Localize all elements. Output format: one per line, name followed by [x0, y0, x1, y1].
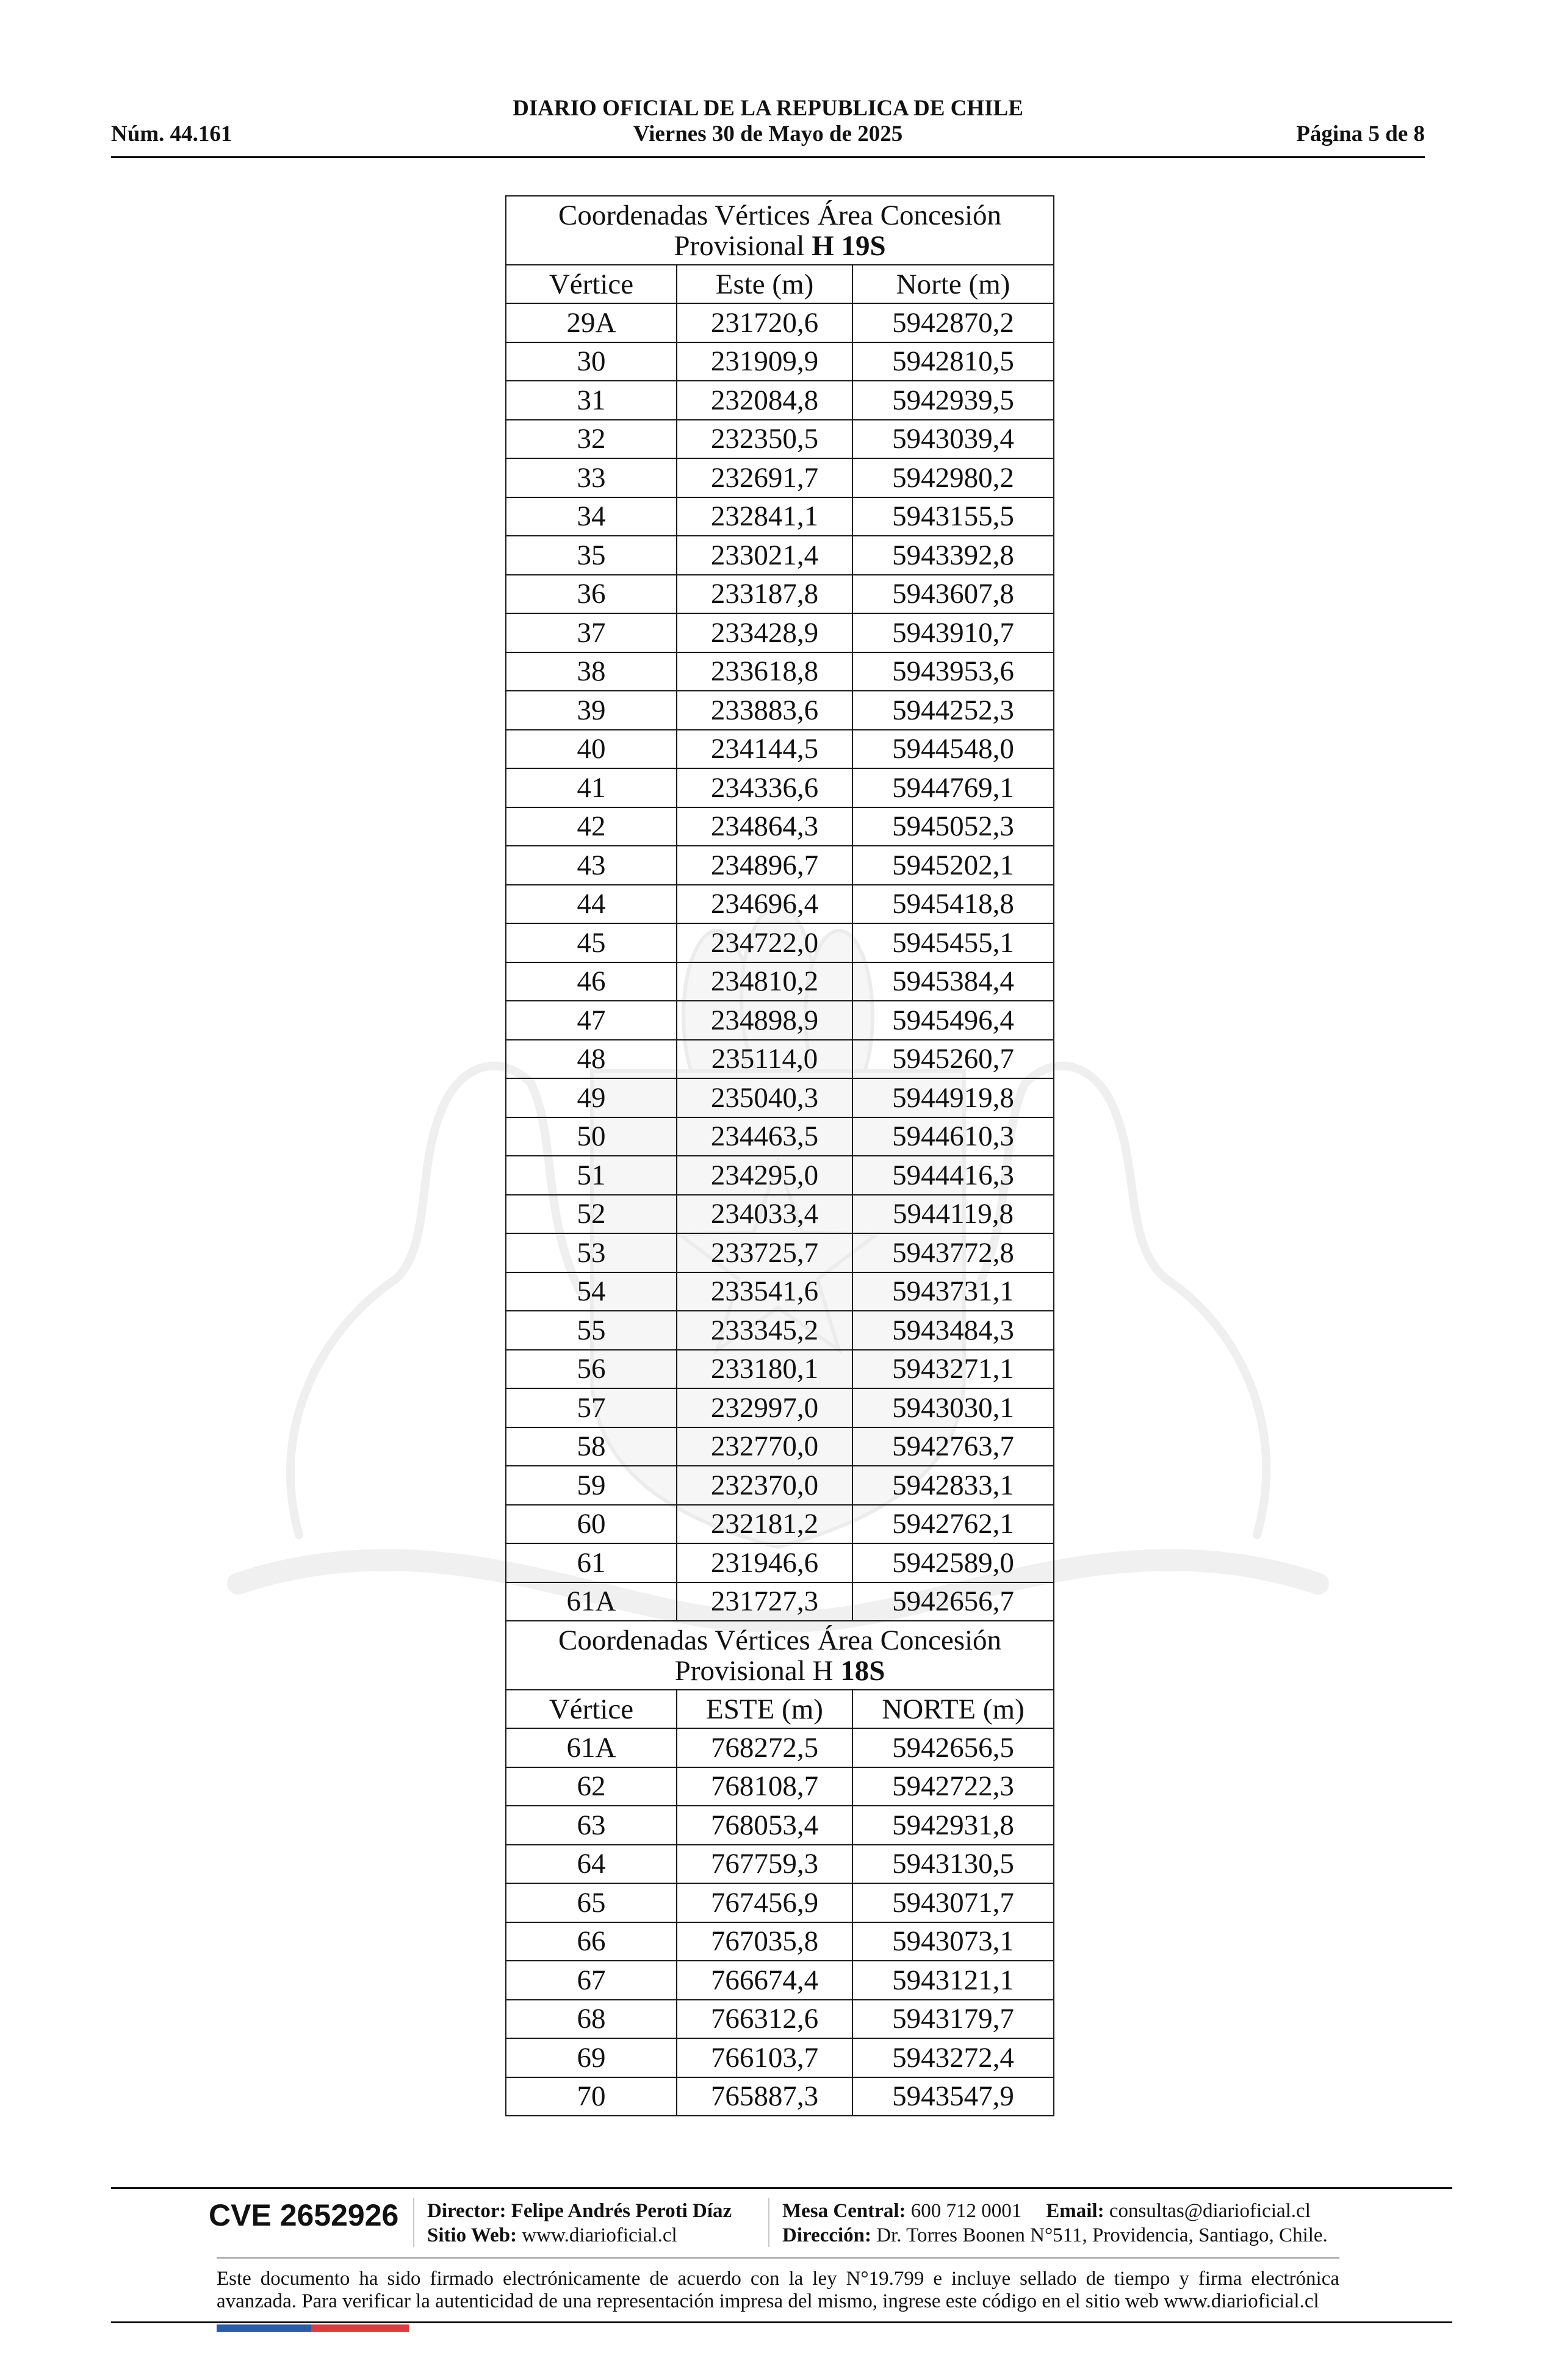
north-coordinate-cell: 5943607,8	[852, 575, 1054, 614]
contact-line	[782, 2199, 1328, 2223]
north-coordinate-cell: 5944416,3	[852, 1156, 1054, 1195]
coordinate-row	[506, 2000, 1054, 2039]
vertex-cell: 39	[506, 691, 677, 730]
vertex-cell: 50	[506, 1117, 677, 1156]
flag-stripe-red	[311, 2324, 409, 2332]
coordinate-row	[506, 1040, 1054, 1079]
coordinate-row	[506, 1427, 1054, 1466]
column-header-row	[506, 265, 1054, 303]
east-coordinate-cell: 766312,6	[677, 2000, 852, 2039]
north-coordinate-cell: 5944769,1	[852, 768, 1054, 807]
coordinate-row	[506, 1582, 1054, 1621]
north-coordinate-cell: 5943392,8	[852, 536, 1054, 575]
north-coordinate-cell: 5945418,8	[852, 885, 1054, 924]
vertex-cell: 63	[506, 1806, 677, 1845]
column-header-row	[506, 1690, 1054, 1728]
coordinate-row	[506, 730, 1054, 769]
north-coordinate-cell: 5942762,1	[852, 1505, 1054, 1544]
north-coordinate-cell: 5943953,6	[852, 652, 1054, 691]
north-coordinate-cell: 5943484,3	[852, 1311, 1054, 1350]
coordinate-row	[506, 768, 1054, 807]
director-name: Felipe Andrés Peroti Díaz	[511, 2200, 732, 2222]
page-header	[111, 0, 1425, 160]
north-coordinate-cell: 5943271,1	[852, 1350, 1054, 1389]
website-link: www.diarioficial.cl	[522, 2224, 677, 2246]
vertex-cell: 53	[506, 1233, 677, 1272]
table-title-line2	[506, 231, 1053, 261]
column-header-north: NORTE (m)	[852, 1690, 1054, 1728]
vertex-cell: 65	[506, 1883, 677, 1922]
vertex-cell: 32	[506, 420, 677, 459]
north-coordinate-cell: 5944919,8	[852, 1078, 1054, 1117]
coordinate-row	[506, 923, 1054, 962]
vertex-cell: 49	[506, 1078, 677, 1117]
vertex-cell: 48	[506, 1040, 677, 1079]
east-coordinate-cell: 767456,9	[677, 1883, 852, 1922]
east-coordinate-cell: 234696,4	[677, 885, 852, 924]
table-title-prefix: Provisional H	[674, 1654, 834, 1687]
table-title	[506, 1621, 1054, 1690]
table-title	[506, 196, 1054, 265]
coordinate-row	[506, 1466, 1054, 1505]
north-coordinate-cell: 5944610,3	[852, 1117, 1054, 1156]
director-line	[427, 2199, 732, 2223]
footer-divider	[111, 2187, 1452, 2189]
east-coordinate-cell: 232770,0	[677, 1427, 852, 1466]
east-coordinate-cell: 232181,2	[677, 1505, 852, 1544]
vertex-cell: 61A	[506, 1728, 677, 1767]
east-coordinate-cell: 234864,3	[677, 807, 852, 846]
director-block	[427, 2199, 732, 2248]
vertex-cell: 61	[506, 1543, 677, 1582]
coordinate-row	[506, 342, 1054, 381]
north-coordinate-cell: 5943071,7	[852, 1883, 1054, 1922]
east-coordinate-cell: 233345,2	[677, 1311, 852, 1350]
east-coordinate-cell: 233541,6	[677, 1272, 852, 1311]
table-title-line2	[506, 1656, 1053, 1686]
coordinate-row	[506, 1156, 1054, 1195]
north-coordinate-cell: 5943179,7	[852, 2000, 1054, 2039]
vertex-cell: 61A	[506, 1582, 677, 1621]
north-coordinate-cell: 5943910,7	[852, 613, 1054, 652]
coordinate-row	[506, 1001, 1054, 1040]
cve-code: CVE 2652926	[209, 2198, 399, 2232]
vertex-cell: 45	[506, 923, 677, 962]
north-coordinate-cell: 5942589,0	[852, 1543, 1054, 1582]
signature-notice-line1: Este documento ha sido firmado electrónicamente de acuerdo con la ley N°19.799 e incluye sellado de tiempo y firma electrónica	[217, 2268, 1339, 2290]
east-coordinate-cell: 233021,4	[677, 536, 852, 575]
north-coordinate-cell: 5942833,1	[852, 1466, 1054, 1505]
publication-date: Viernes 30 de Mayo de 2025	[633, 121, 903, 146]
north-coordinate-cell: 5945052,3	[852, 807, 1054, 846]
east-coordinate-cell: 767035,8	[677, 1922, 852, 1961]
north-coordinate-cell: 5945202,1	[852, 846, 1054, 885]
vertex-cell: 56	[506, 1350, 677, 1389]
coordinate-row	[506, 1350, 1054, 1389]
column-header-vertex: Vértice	[506, 1690, 677, 1728]
column-header-east: ESTE (m)	[677, 1690, 852, 1728]
column-header-vertex: Vértice	[506, 265, 677, 303]
east-coordinate-cell: 232997,0	[677, 1388, 852, 1427]
east-coordinate-cell: 234033,4	[677, 1195, 852, 1234]
east-coordinate-cell: 232350,5	[677, 420, 852, 459]
east-coordinate-cell: 767759,3	[677, 1845, 852, 1884]
coordinate-row	[506, 1078, 1054, 1117]
north-coordinate-cell: 5943772,8	[852, 1233, 1054, 1272]
east-coordinate-cell: 234898,9	[677, 1001, 852, 1040]
coordinate-row	[506, 303, 1054, 342]
east-coordinate-cell: 234144,5	[677, 730, 852, 769]
north-coordinate-cell: 5943731,1	[852, 1272, 1054, 1311]
vertex-cell: 51	[506, 1156, 677, 1195]
east-coordinate-cell: 232370,0	[677, 1466, 852, 1505]
vertex-cell: 35	[506, 536, 677, 575]
coordinate-row	[506, 1311, 1054, 1350]
north-coordinate-cell: 5943130,5	[852, 1845, 1054, 1884]
east-coordinate-cell: 768272,5	[677, 1728, 852, 1767]
zone-18s-table-header	[506, 1621, 1054, 1728]
vertex-cell: 31	[506, 381, 677, 420]
east-coordinate-cell: 231720,6	[677, 303, 852, 342]
coordinate-row	[506, 1922, 1054, 1961]
north-coordinate-cell: 5943030,1	[852, 1388, 1054, 1427]
issue-number: Núm. 44.161	[111, 121, 232, 146]
table-title-prefix: Provisional	[674, 229, 805, 262]
vertex-cell: 54	[506, 1272, 677, 1311]
flag-stripe-blue	[217, 2324, 311, 2332]
page-indicator: Página 5 de 8	[1296, 121, 1425, 146]
vertex-cell: 62	[506, 1767, 677, 1806]
vertex-cell: 37	[506, 613, 677, 652]
coordinate-row	[506, 497, 1054, 536]
east-coordinate-cell: 234722,0	[677, 923, 852, 962]
coordinate-row	[506, 575, 1054, 614]
north-coordinate-cell: 5942980,2	[852, 458, 1054, 497]
east-coordinate-cell: 233725,7	[677, 1233, 852, 1272]
footer-thin-divider	[217, 2257, 1339, 2259]
north-coordinate-cell: 5942722,3	[852, 1767, 1054, 1806]
east-coordinate-cell: 768108,7	[677, 1767, 852, 1806]
east-coordinate-cell: 234336,6	[677, 768, 852, 807]
vertex-cell: 44	[506, 885, 677, 924]
vertex-cell: 43	[506, 846, 677, 885]
north-coordinate-cell: 5942939,5	[852, 381, 1054, 420]
coordinate-row	[506, 1806, 1054, 1845]
vertex-cell: 66	[506, 1922, 677, 1961]
north-coordinate-cell: 5943272,4	[852, 2038, 1054, 2077]
coordinate-row	[506, 420, 1054, 459]
zone-18s-rows	[506, 1728, 1054, 2116]
east-coordinate-cell: 231946,6	[677, 1543, 852, 1582]
east-coordinate-cell: 232084,8	[677, 381, 852, 420]
zone-label: 18S	[840, 1654, 885, 1687]
east-coordinate-cell: 235040,3	[677, 1078, 852, 1117]
email-address: consultas@diarioficial.cl	[1109, 2200, 1311, 2222]
coordinate-row	[506, 807, 1054, 846]
coordinate-row	[506, 1117, 1054, 1156]
vertex-cell: 67	[506, 1961, 677, 2000]
east-coordinate-cell: 765887,3	[677, 2077, 852, 2116]
zone-19s-table-header	[506, 196, 1054, 303]
east-coordinate-cell: 768053,4	[677, 1806, 852, 1845]
east-coordinate-cell: 232841,1	[677, 497, 852, 536]
east-coordinate-cell: 234463,5	[677, 1117, 852, 1156]
coordinate-row	[506, 1388, 1054, 1427]
east-coordinate-cell: 233618,8	[677, 652, 852, 691]
vertex-cell: 36	[506, 575, 677, 614]
north-coordinate-cell: 5944252,3	[852, 691, 1054, 730]
east-coordinate-cell: 231727,3	[677, 1582, 852, 1621]
north-coordinate-cell: 5944119,8	[852, 1195, 1054, 1234]
north-coordinate-cell: 5945384,4	[852, 962, 1054, 1001]
east-coordinate-cell: 766674,4	[677, 1961, 852, 2000]
address-line	[782, 2223, 1328, 2248]
coordinate-row	[506, 846, 1054, 885]
north-coordinate-cell: 5942810,5	[852, 342, 1054, 381]
east-coordinate-cell: 234896,7	[677, 846, 852, 885]
north-coordinate-cell: 5942763,7	[852, 1427, 1054, 1466]
website-line	[427, 2223, 732, 2248]
contact-block	[782, 2199, 1328, 2248]
east-coordinate-cell: 231909,9	[677, 342, 852, 381]
table-title-row	[506, 1621, 1054, 1690]
east-coordinate-cell: 234810,2	[677, 962, 852, 1001]
coordinate-row	[506, 1272, 1054, 1311]
coordinate-row	[506, 2077, 1054, 2116]
vertex-cell: 34	[506, 497, 677, 536]
east-coordinate-cell: 232691,7	[677, 458, 852, 497]
east-coordinate-cell: 233428,9	[677, 613, 852, 652]
north-coordinate-cell: 5942931,8	[852, 1806, 1054, 1845]
email-label: Email:	[1046, 2200, 1104, 2222]
zone-19s-rows	[506, 303, 1054, 1621]
footer-separator	[768, 2198, 769, 2247]
north-coordinate-cell: 5945496,4	[852, 1001, 1054, 1040]
address-label: Dirección:	[782, 2224, 872, 2246]
coordinate-row	[506, 885, 1054, 924]
coordinate-row	[506, 962, 1054, 1001]
coordinate-row	[506, 2038, 1054, 2077]
footer-bottom-divider	[111, 2321, 1452, 2323]
vertex-coordinates-table	[505, 195, 1054, 2116]
table-title-line1: Coordenadas Vértices Área Concesión	[558, 1624, 1002, 1656]
north-coordinate-cell: 5943155,5	[852, 497, 1054, 536]
vertex-cell: 57	[506, 1388, 677, 1427]
vertex-cell: 42	[506, 807, 677, 846]
east-coordinate-cell: 235114,0	[677, 1040, 852, 1079]
north-coordinate-cell: 5943547,9	[852, 2077, 1054, 2116]
column-header-north: Norte (m)	[852, 265, 1054, 303]
vertex-cell: 40	[506, 730, 677, 769]
table-title-line1: Coordenadas Vértices Área Concesión	[558, 199, 1002, 231]
coordinate-row	[506, 1961, 1054, 2000]
address-text: Dr. Torres Boonen N°511, Providencia, Santiago, Chile.	[876, 2224, 1328, 2246]
vertex-cell: 33	[506, 458, 677, 497]
zone-label: H 19S	[812, 229, 886, 262]
coordinate-row	[506, 1845, 1054, 1884]
vertex-cell: 59	[506, 1466, 677, 1505]
north-coordinate-cell: 5942656,7	[852, 1582, 1054, 1621]
north-coordinate-cell: 5945260,7	[852, 1040, 1054, 1079]
vertex-cell: 29A	[506, 303, 677, 342]
vertex-cell: 69	[506, 2038, 677, 2077]
coordinate-row	[506, 652, 1054, 691]
coordinate-row	[506, 691, 1054, 730]
vertex-cell: 47	[506, 1001, 677, 1040]
north-coordinate-cell: 5943039,4	[852, 420, 1054, 459]
column-header-east: Este (m)	[677, 265, 852, 303]
vertex-cell: 58	[506, 1427, 677, 1466]
publication-title: DIARIO OFICIAL DE LA REPUBLICA DE CHILE	[513, 96, 1023, 121]
vertex-cell: 70	[506, 2077, 677, 2116]
coordinate-row	[506, 536, 1054, 575]
vertex-cell: 55	[506, 1311, 677, 1350]
vertex-cell: 46	[506, 962, 677, 1001]
coordinate-row	[506, 1728, 1054, 1767]
vertex-cell: 60	[506, 1505, 677, 1544]
coordinate-row	[506, 1233, 1054, 1272]
signature-notice-line2: avanzada. Para verificar la autenticidad de una representación impresa del mismo, ingrese este código en el sitio web www.diarioficial.cl	[217, 2290, 1319, 2312]
vertex-cell: 68	[506, 2000, 677, 2039]
website-label: Sitio Web:	[427, 2224, 517, 2246]
phone-number: 600 712 0001	[910, 2200, 1022, 2222]
table-title-row	[506, 196, 1054, 265]
coordinate-row	[506, 381, 1054, 420]
vertex-cell: 64	[506, 1845, 677, 1884]
coordinate-row	[506, 458, 1054, 497]
north-coordinate-cell: 5944548,0	[852, 730, 1054, 769]
vertex-cell: 41	[506, 768, 677, 807]
east-coordinate-cell: 234295,0	[677, 1156, 852, 1195]
vertex-cell: 30	[506, 342, 677, 381]
north-coordinate-cell: 5943073,1	[852, 1922, 1054, 1961]
north-coordinate-cell: 5945455,1	[852, 923, 1054, 962]
coordinate-row	[506, 1505, 1054, 1544]
coordinate-row	[506, 613, 1054, 652]
footer-separator	[413, 2198, 414, 2247]
coordinate-row	[506, 1195, 1054, 1234]
north-coordinate-cell: 5943121,1	[852, 1961, 1054, 2000]
east-coordinate-cell: 766103,7	[677, 2038, 852, 2077]
coordinate-row	[506, 1883, 1054, 1922]
north-coordinate-cell: 5942870,2	[852, 303, 1054, 342]
header-divider	[111, 156, 1425, 158]
coordinate-row	[506, 1543, 1054, 1582]
east-coordinate-cell: 233180,1	[677, 1350, 852, 1389]
director-label: Director:	[427, 2200, 506, 2222]
north-coordinate-cell: 5942656,5	[852, 1728, 1054, 1767]
coordinate-row	[506, 1767, 1054, 1806]
vertex-cell: 52	[506, 1195, 677, 1234]
east-coordinate-cell: 233883,6	[677, 691, 852, 730]
east-coordinate-cell: 233187,8	[677, 575, 852, 614]
vertex-cell: 38	[506, 652, 677, 691]
phone-label: Mesa Central:	[782, 2200, 906, 2222]
